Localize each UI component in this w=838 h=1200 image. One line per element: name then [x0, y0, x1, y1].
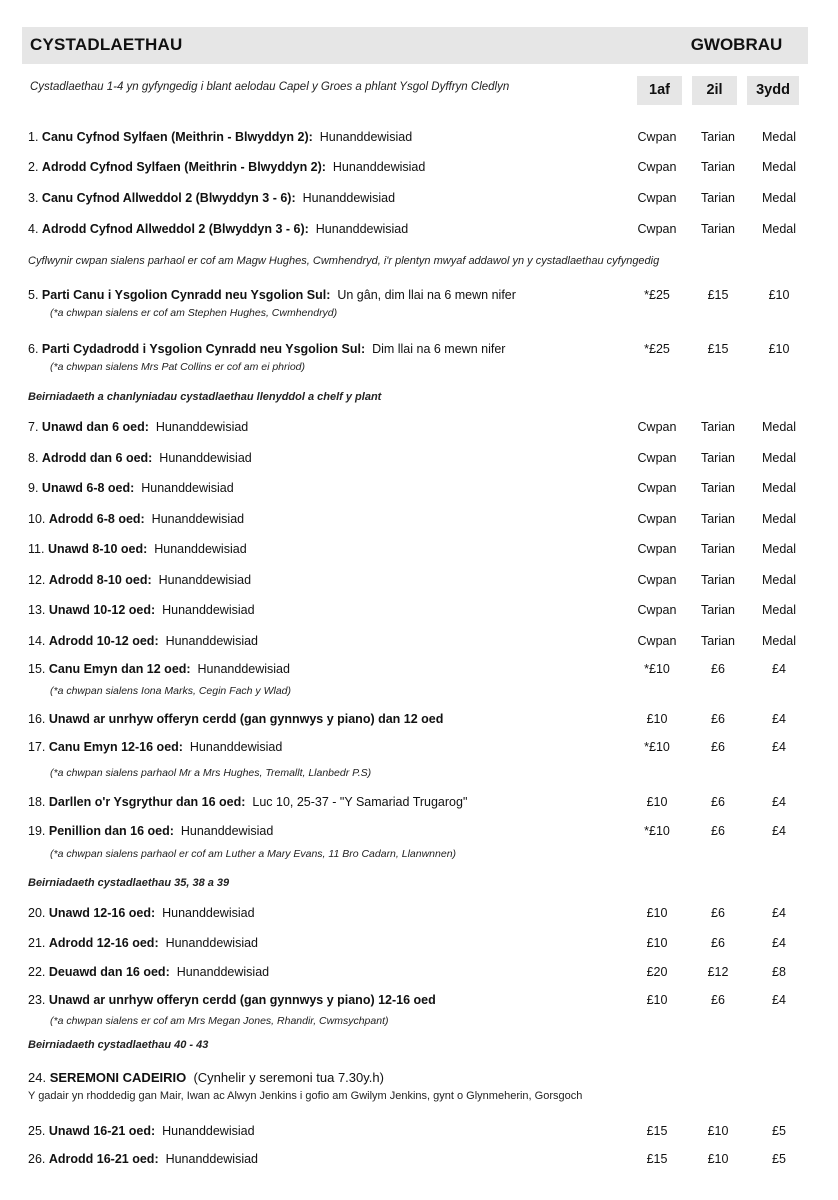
- competition-number: 14.: [28, 634, 46, 648]
- first-prize-value: £10: [646, 712, 668, 726]
- competition-row: [28, 660, 808, 680]
- second-prize-value: £6: [711, 662, 725, 676]
- first-prize-value: *£25: [644, 288, 670, 302]
- second-prize-value: £6: [711, 993, 725, 1007]
- header-bar: [22, 27, 808, 64]
- competition-number: 22.: [28, 965, 46, 979]
- first-prize-value: *£10: [644, 824, 670, 838]
- third-prize-value: Medal: [761, 451, 797, 465]
- competition-desc: Hunanddewisiad: [332, 160, 426, 174]
- competition-desc: Hunanddewisiad: [189, 740, 283, 754]
- first-prize-header: 1af: [637, 76, 682, 105]
- third-prize-value: £4: [772, 712, 786, 726]
- competition-desc: Hunanddewisiad: [315, 222, 409, 236]
- competition-row: [28, 632, 808, 652]
- competition-row: [28, 158, 808, 178]
- competition-name: Adrodd 12-16 oed:: [48, 936, 159, 950]
- second-prize-value: £6: [711, 936, 725, 950]
- competition-name: Adrodd Cyfnod Allweddol 2 (Blwyddyn 3 - 6):: [41, 222, 309, 236]
- competition-desc: Hunanddewisiad: [162, 603, 255, 617]
- competition-number: 15.: [28, 662, 46, 676]
- competition-label: [28, 824, 273, 838]
- third-prize-value: Medal: [761, 603, 797, 617]
- competition-desc: Hunanddewisiad: [162, 906, 255, 920]
- competition-label: [28, 1124, 255, 1138]
- second-prize-value: Tarian: [700, 512, 736, 526]
- third-prize-header: 3ydd: [747, 76, 799, 105]
- competition-row: [28, 738, 808, 758]
- first-prize-value: Cwpan: [637, 603, 677, 617]
- competition-row: [28, 793, 808, 813]
- competition-name: Canu Cyfnod Allweddol 2 (Blwyddyn 3 - 6):: [41, 191, 296, 205]
- competition-number: 8.: [28, 451, 39, 465]
- third-prize-value: Medal: [761, 420, 797, 434]
- competition-desc: Hunanddewisiad: [159, 451, 252, 465]
- competition-desc: Hunanddewisiad: [180, 824, 274, 838]
- second-prize-value: Tarian: [700, 451, 736, 465]
- competition-number: 7.: [28, 420, 39, 434]
- competition-number: 10.: [28, 512, 46, 526]
- competition-label: [28, 1070, 384, 1085]
- first-prize-value: Cwpan: [637, 222, 677, 236]
- third-prize-value: £4: [772, 795, 786, 809]
- competition-desc: Hunanddewisiad: [302, 191, 396, 205]
- competition-name: Unawd 16-21 oed:: [48, 1124, 156, 1138]
- competition-row: [28, 340, 808, 360]
- competition-label: [28, 936, 258, 950]
- third-prize-value: £4: [772, 906, 786, 920]
- third-prize-value: £5: [772, 1124, 786, 1138]
- competition-desc: Hunanddewisiad: [151, 512, 245, 526]
- competition-row: [28, 128, 808, 148]
- competition-desc: Hunanddewisiad: [197, 662, 290, 676]
- first-prize-value: £20: [646, 965, 668, 979]
- judging-note-2: Beirniadaeth cystadlaethau 35, 38 a 39: [28, 877, 230, 889]
- third-prize-value: £4: [772, 936, 786, 950]
- competition-row: [28, 286, 808, 306]
- second-prize-value: Tarian: [700, 573, 736, 587]
- competition-desc: (Cynhelir y seremoni tua 7.30y.h): [193, 1070, 384, 1085]
- competition-name: Adrodd Cyfnod Sylfaen (Meithrin - Blwyddyn 2):: [41, 160, 326, 174]
- first-prize-value: Cwpan: [637, 481, 677, 495]
- second-prize-value: Tarian: [700, 542, 736, 556]
- competition-name: Darllen o'r Ysgrythur dan 16 oed:: [48, 795, 246, 809]
- competition-desc: Hunanddewisiad: [162, 1124, 255, 1138]
- second-prize-value: £6: [711, 740, 725, 754]
- competition-label: [28, 740, 282, 754]
- judging-note-3: Beirniadaeth cystadlaethau 40 - 43: [28, 1039, 209, 1051]
- competition-number: 9.: [28, 481, 39, 495]
- sponsor-note-17: (*a chwpan sialens parhaol Mr a Mrs Hughes, Tremallt, Llanbedr P.S): [50, 767, 372, 779]
- third-prize-value: £10: [768, 342, 790, 356]
- first-prize-value: £15: [646, 1152, 668, 1166]
- competition-number: 25.: [28, 1124, 46, 1138]
- competition-number: 17.: [28, 740, 46, 754]
- competition-label: [28, 191, 395, 205]
- second-prize-value: Tarian: [700, 160, 736, 174]
- competition-name: Canu Emyn dan 12 oed:: [48, 662, 191, 676]
- competition-row: [28, 991, 808, 1011]
- first-prize-value: £10: [646, 993, 668, 1007]
- competition-label: [28, 662, 290, 676]
- competition-name: Parti Canu i Ysgolion Cynradd neu Ysgolion Sul:: [41, 288, 331, 302]
- competition-desc: Dim llai na 6 mewn nifer: [372, 342, 506, 356]
- competition-number: 23.: [28, 993, 46, 1007]
- competition-name: Unawd ar unrhyw offeryn cerdd (gan gynnwys y piano) 12-16 oed: [48, 993, 436, 1007]
- third-prize-value: Medal: [761, 222, 797, 236]
- competition-label: [28, 130, 412, 144]
- competition-row: [28, 449, 808, 469]
- competition-name: Adrodd 16-21 oed:: [48, 1152, 159, 1166]
- competition-row: [28, 710, 808, 730]
- competition-label: [28, 420, 248, 434]
- cup-note: Cyflwynir cwpan sialens parhaol er cof am Magw Hughes, Cwmhendryd, i'r plentyn mwyaf addawol yn y cystadlaethau cyfyngedig: [28, 255, 660, 267]
- third-prize-value: £5: [772, 1152, 786, 1166]
- competition-name: Adrodd 8-10 oed:: [48, 573, 152, 587]
- second-prize-value: £6: [711, 712, 725, 726]
- competition-label: [28, 451, 252, 465]
- competition-row: [28, 963, 808, 983]
- second-prize-value: Tarian: [700, 222, 736, 236]
- competition-label: [28, 222, 408, 236]
- competition-row: [28, 220, 808, 240]
- competition-name: Unawd 10-12 oed:: [48, 603, 156, 617]
- competition-number: 2.: [28, 160, 39, 174]
- third-prize-value: Medal: [761, 191, 797, 205]
- competition-label: [28, 573, 251, 587]
- competition-label: [28, 542, 247, 556]
- second-prize-value: £15: [707, 342, 729, 356]
- first-prize-value: Cwpan: [637, 130, 677, 144]
- competition-number: 4.: [28, 222, 39, 236]
- first-prize-value: Cwpan: [637, 573, 677, 587]
- competition-row: [28, 1150, 808, 1170]
- competition-label: [28, 288, 516, 302]
- first-prize-value: £10: [646, 936, 668, 950]
- chair-note: Y gadair yn rhoddedig gan Mair, Iwan ac Alwyn Jenkins i gofio am Gwilym Jenkins, gynt o Glynmeherin, Gorsgoch: [28, 1090, 583, 1102]
- competition-desc: Hunanddewisiad: [319, 130, 413, 144]
- competition-name: Unawd 12-16 oed:: [48, 906, 156, 920]
- first-prize-value: Cwpan: [637, 160, 677, 174]
- competition-row: [28, 904, 808, 924]
- competition-desc: Luc 10, 25-37 - "Y Samariad Trugarog": [252, 795, 468, 809]
- competition-number: 12.: [28, 573, 46, 587]
- competition-row: [28, 479, 808, 499]
- competition-number: 13.: [28, 603, 46, 617]
- competitions-title: CYSTADLAETHAU: [30, 35, 183, 54]
- second-prize-value: Tarian: [700, 191, 736, 205]
- subheader: [22, 69, 808, 105]
- competition-label: [28, 906, 255, 920]
- first-prize-value: £15: [646, 1124, 668, 1138]
- first-prize-value: *£25: [644, 342, 670, 356]
- second-prize-value: £6: [711, 795, 725, 809]
- competition-number: 20.: [28, 906, 46, 920]
- first-prize-value: £10: [646, 795, 668, 809]
- intro-text: Cystadlaethau 1-4 yn gyfyngedig i blant aelodau Capel y Groes a phlant Ysgol Dyffryn Cledlyn: [30, 81, 510, 93]
- competition-row: [28, 510, 808, 530]
- third-prize-value: £4: [772, 662, 786, 676]
- competition-number: 26.: [28, 1152, 46, 1166]
- sponsor-note-5: (*a chwpan sialens er cof am Stephen Hughes, Cwmhendryd): [50, 307, 338, 319]
- third-prize-value: Medal: [761, 573, 797, 587]
- third-prize-value: £4: [772, 824, 786, 838]
- competition-label: [28, 965, 269, 979]
- competition-label: [28, 603, 255, 617]
- competition-number: 24.: [28, 1070, 47, 1085]
- second-prize-value: Tarian: [700, 603, 736, 617]
- sponsor-note-19: (*a chwpan sialens parhaol er cof am Luther a Mary Evans, 11 Bro Cadarn, Llanwnnen): [50, 848, 457, 860]
- competition-row: [28, 1122, 808, 1142]
- sponsor-note-6: (*a chwpan sialens Mrs Pat Collins er cof am ei phriod): [50, 361, 306, 373]
- first-prize-value: Cwpan: [637, 512, 677, 526]
- competition-name: Adrodd dan 6 oed:: [41, 451, 153, 465]
- competition-label: [28, 160, 425, 174]
- competition-desc: Hunanddewisiad: [165, 634, 259, 648]
- competition-number: 3.: [28, 191, 39, 205]
- competition-name: Adrodd 6-8 oed:: [48, 512, 145, 526]
- third-prize-value: £4: [772, 740, 786, 754]
- competition-label: [28, 481, 234, 495]
- third-prize-value: Medal: [761, 160, 797, 174]
- second-prize-value: £6: [711, 824, 725, 838]
- competition-name: Parti Cydadrodd i Ysgolion Cynradd neu Ysgolion Sul:: [41, 342, 366, 356]
- competition-row: [28, 418, 808, 438]
- competition-row: [28, 571, 808, 591]
- sponsor-note-23: (*a chwpan sialens er cof am Mrs Megan Jones, Rhandir, Cwmsychpant): [50, 1015, 389, 1027]
- second-prize-value: Tarian: [700, 130, 736, 144]
- third-prize-value: £8: [772, 965, 786, 979]
- second-prize-value: £12: [707, 965, 729, 979]
- competition-number: 5.: [28, 288, 39, 302]
- second-prize-header: 2il: [692, 76, 737, 105]
- competition-label: [28, 712, 447, 726]
- second-prize-value: £15: [707, 288, 729, 302]
- competition-name: Unawd 6-8 oed:: [41, 481, 135, 495]
- competition-desc: Hunanddewisiad: [158, 573, 252, 587]
- competition-label: [28, 993, 439, 1007]
- competition-label: [28, 634, 258, 648]
- second-prize-value: £10: [707, 1124, 729, 1138]
- competition-row: [28, 1068, 808, 1088]
- first-prize-value: Cwpan: [637, 191, 677, 205]
- third-prize-value: £4: [772, 993, 786, 1007]
- second-prize-value: £6: [711, 906, 725, 920]
- competition-name: Canu Cyfnod Sylfaen (Meithrin - Blwyddyn 2):: [41, 130, 313, 144]
- competition-desc: Hunanddewisiad: [176, 965, 270, 979]
- competition-name: SEREMONI CADEIRIO: [49, 1070, 187, 1085]
- third-prize-value: Medal: [761, 130, 797, 144]
- competition-number: 21.: [28, 936, 46, 950]
- competition-row: [28, 189, 808, 209]
- competition-name: Unawd ar unrhyw offeryn cerdd (gan gynnwys y piano) dan 12 oed: [48, 712, 444, 726]
- first-prize-value: *£10: [644, 662, 670, 676]
- third-prize-value: Medal: [761, 634, 797, 648]
- competition-name: Unawd 8-10 oed:: [47, 542, 148, 556]
- competition-number: 18.: [28, 795, 46, 809]
- second-prize-value: Tarian: [700, 634, 736, 648]
- competition-label: [28, 342, 505, 356]
- first-prize-value: Cwpan: [637, 542, 677, 556]
- first-prize-value: Cwpan: [637, 451, 677, 465]
- second-prize-value: Tarian: [700, 481, 736, 495]
- competition-label: [28, 1152, 258, 1166]
- competition-label: [28, 795, 467, 809]
- competition-number: 1.: [28, 130, 39, 144]
- third-prize-value: Medal: [761, 542, 797, 556]
- competition-label: [28, 512, 244, 526]
- third-prize-value: £10: [768, 288, 790, 302]
- first-prize-value: Cwpan: [637, 634, 677, 648]
- judging-note-1: Beirniadaeth a chanlyniadau cystadlaethau llenyddol a chelf y plant: [28, 391, 382, 403]
- third-prize-value: Medal: [761, 512, 797, 526]
- competition-number: 6.: [28, 342, 39, 356]
- competition-name: Deuawd dan 16 oed:: [48, 965, 170, 979]
- first-prize-value: Cwpan: [637, 420, 677, 434]
- competition-row: [28, 601, 808, 621]
- competition-desc: Un gân, dim llai na 6 mewn nifer: [337, 288, 516, 302]
- competition-name: Penillion dan 16 oed:: [48, 824, 174, 838]
- competition-name: Unawd dan 6 oed:: [41, 420, 149, 434]
- second-prize-value: Tarian: [700, 420, 736, 434]
- competition-desc: Hunanddewisiad: [165, 1152, 259, 1166]
- first-prize-value: *£10: [644, 740, 670, 754]
- competition-number: 19.: [28, 824, 46, 838]
- competition-row: [28, 540, 808, 560]
- competition-desc: Hunanddewisiad: [165, 936, 259, 950]
- second-prize-value: £10: [707, 1152, 729, 1166]
- third-prize-value: Medal: [761, 481, 797, 495]
- competition-desc: Hunanddewisiad: [141, 481, 234, 495]
- competition-name: Adrodd 10-12 oed:: [48, 634, 159, 648]
- competition-row: [28, 934, 808, 954]
- competition-number: 16.: [28, 712, 46, 726]
- competition-name: Canu Emyn 12-16 oed:: [48, 740, 183, 754]
- sponsor-note-15: (*a chwpan sialens Iona Marks, Cegin Fach y Wlad): [50, 685, 292, 697]
- competition-number: 11.: [28, 542, 45, 556]
- prizes-title: GWOBRAU: [690, 35, 783, 54]
- competition-desc: Hunanddewisiad: [155, 420, 249, 434]
- competition-desc: Hunanddewisiad: [154, 542, 247, 556]
- first-prize-value: £10: [646, 906, 668, 920]
- competition-row: [28, 822, 808, 842]
